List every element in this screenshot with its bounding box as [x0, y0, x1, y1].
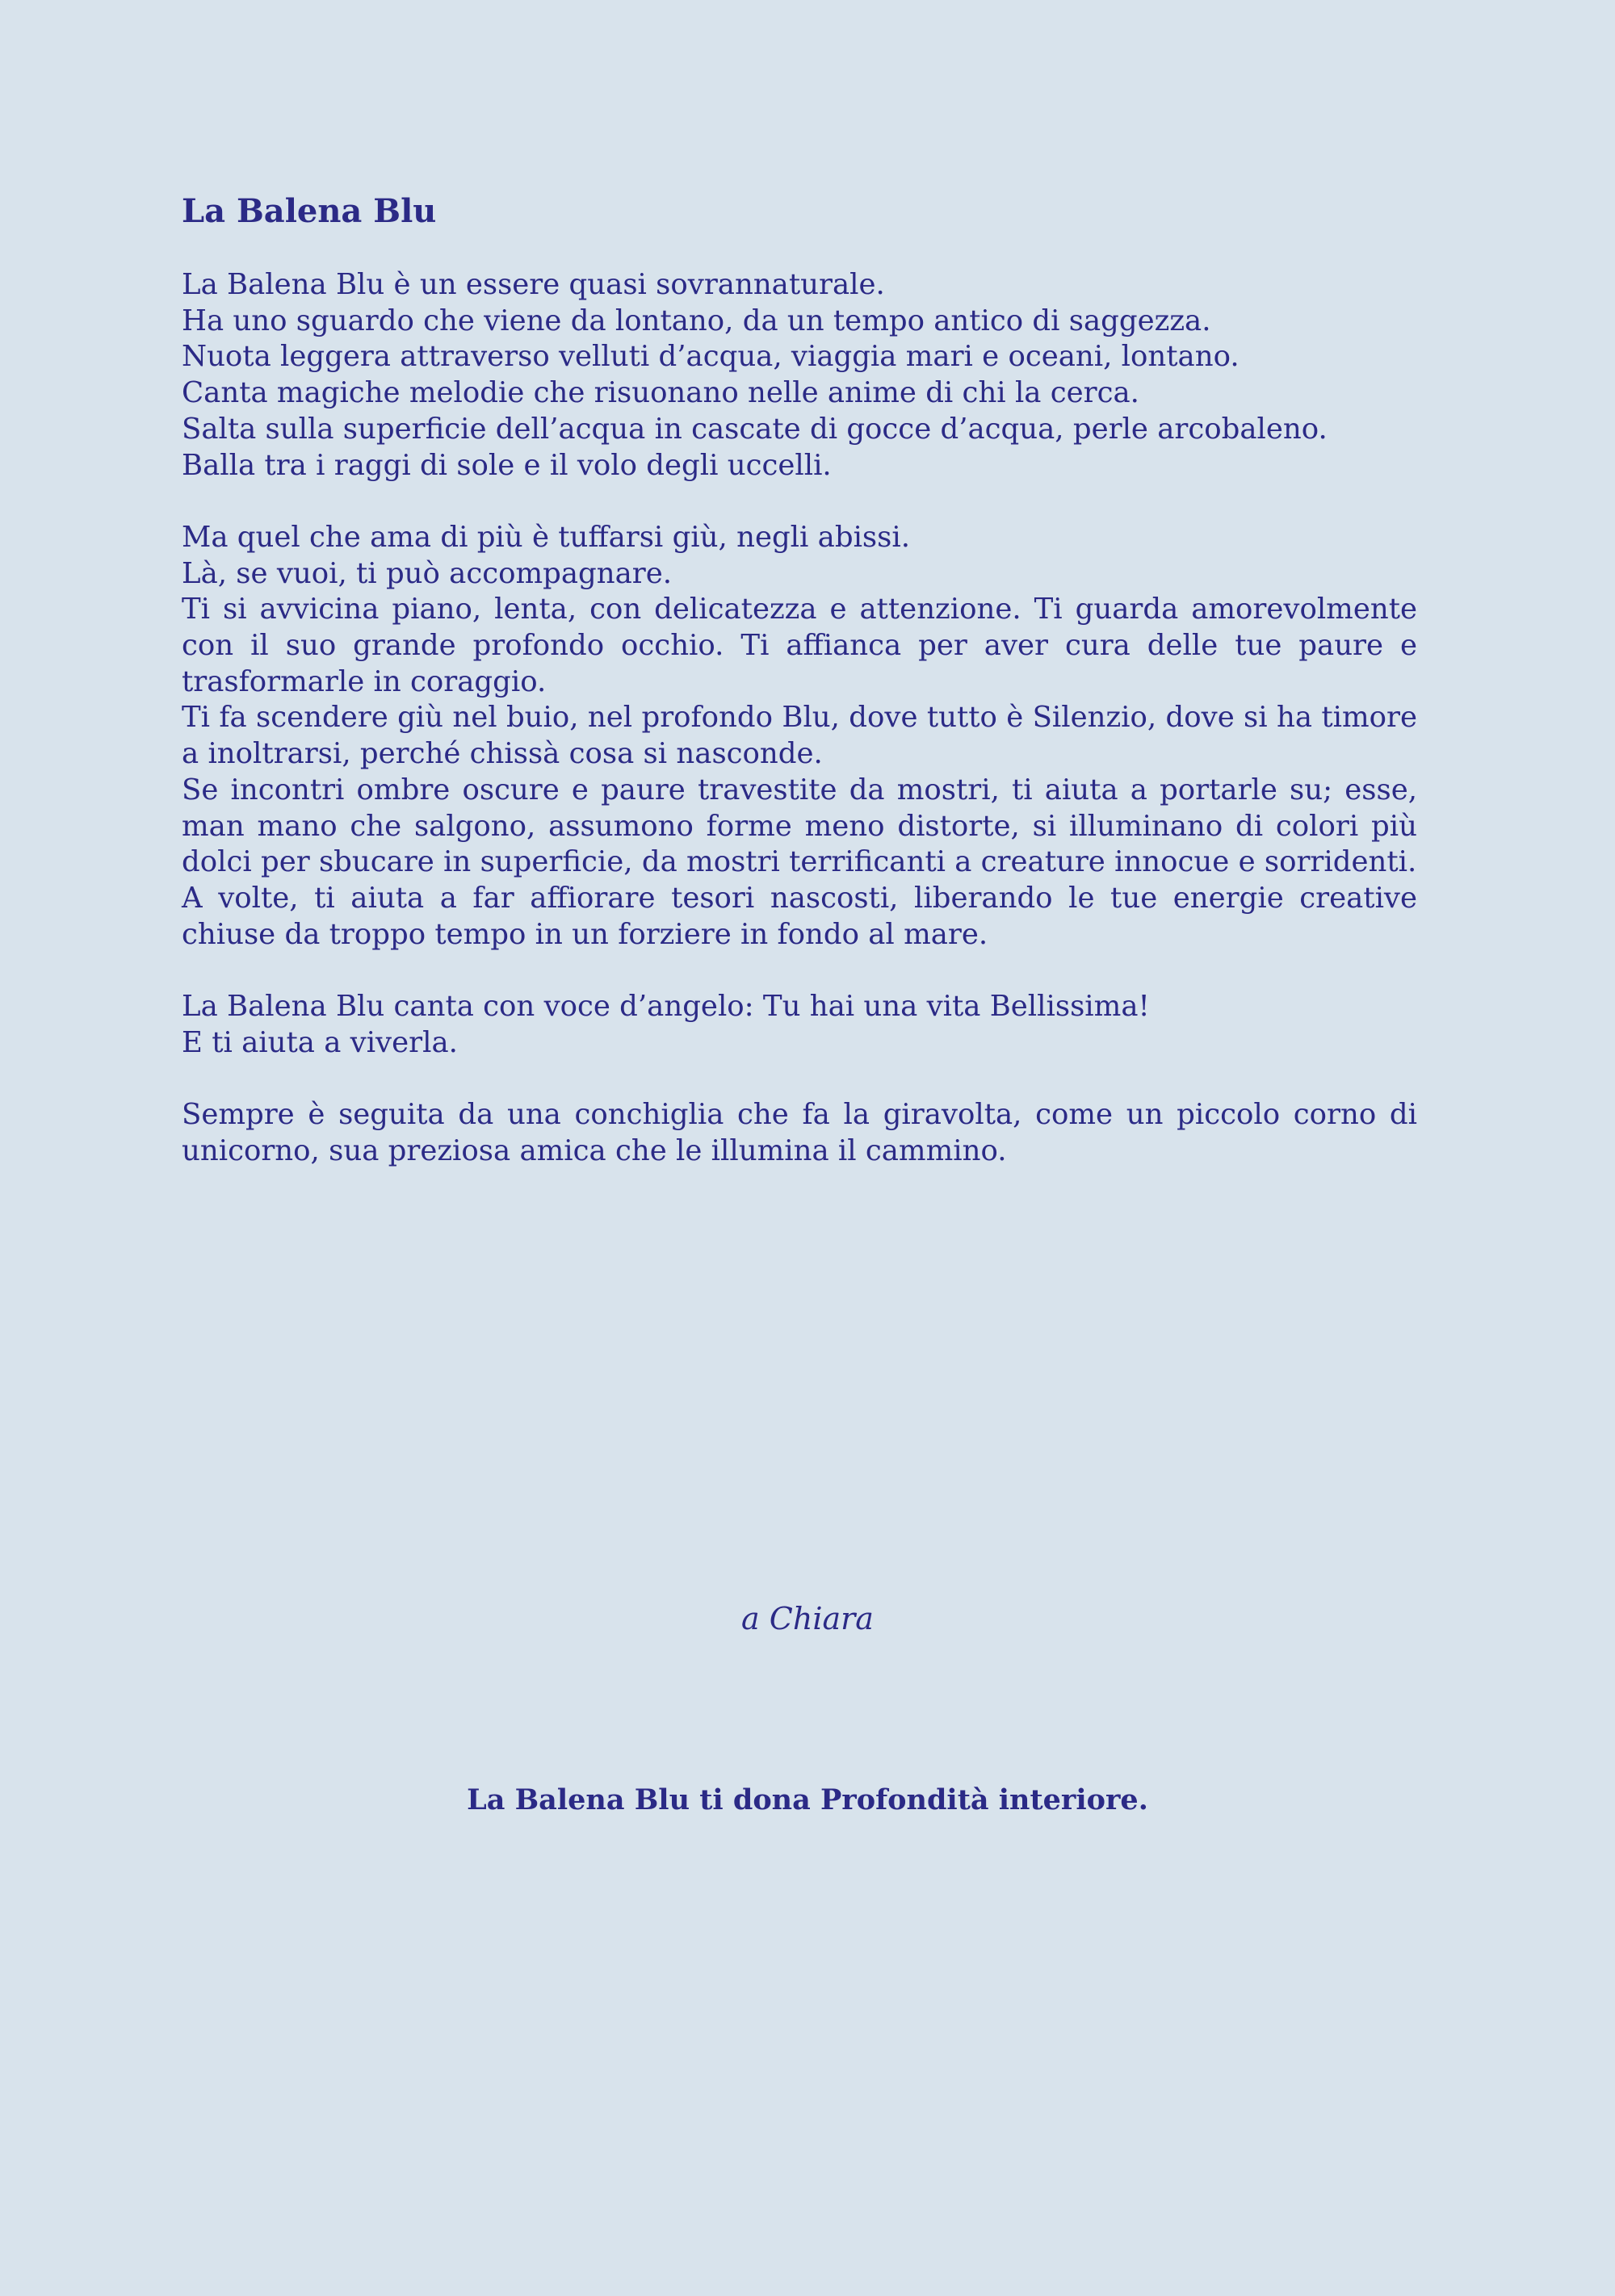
closing-line: La Balena Blu ti dona Profondità interiore. [467, 1783, 1148, 1816]
paragraph-1 [182, 267, 1417, 484]
text-line: E ti aiuta a viverla. [182, 1025, 458, 1059]
text-line: Là, se vuoi, ti può accompagnare. [182, 556, 673, 590]
text-sentence: Ti si avvicina piano, lenta, con delicatezza e attenzione. Ti guarda amorevolmente con il suo grande profondo occhio. Ti affianca per aver cura delle tue paure e trasformarle in coraggio. [182, 593, 1417, 698]
text-line: La Balena Blu è un essere quasi sovrannaturale. [182, 268, 885, 301]
text-sentence: A volte, ti aiuta a far affiorare tesori nascosti, liberando le tue energie creative chiuse da troppo tempo in un forziere in fondo al mare. [182, 881, 1417, 951]
text-line: Salta sulla superficie dell’acqua in cascate di gocce d’acqua, perle arcobaleno. [182, 412, 1328, 446]
text-line: Ha uno sguardo che viene da lontano, da un tempo antico di saggezza. [182, 304, 1211, 337]
text-sentence: Sempre è seguita da una conchiglia che fa la giravolta, come un piccolo corno di unicorno, sua preziosa amica che le illumina il cammino. [182, 1098, 1417, 1167]
text-line: Balla tra i raggi di sole e il volo degli uccelli. [182, 448, 832, 482]
text-line: Ma quel che ama di più è tuffarsi giù, negli abissi. [182, 520, 910, 554]
text-sentence: Se incontri ombre oscure e paure travestite da mostri, ti aiuta a portarle su; esse, man mano che salgono, assumono forme meno distorte, si illuminano di colori più dolci per sbucare in superficie, da mostri terrificanti a creature innocue e sorridenti. [182, 773, 1417, 879]
paragraph-3 [182, 989, 1417, 1061]
text-line: La Balena Blu canta con voce d’angelo: Tu hai una vita Bellissima! [182, 990, 1150, 1024]
page-title: La Balena Blu [182, 192, 437, 230]
paragraph-4 [182, 1097, 1417, 1169]
text-line: Nuota leggera attraverso velluti d’acqua, viaggia mari e oceani, lontano. [182, 340, 1240, 374]
paragraph-2 [182, 520, 1417, 953]
text-sentence: Ti fa scendere giù nel buio, nel profondo Blu, dove tutto è Silenzio, dove si ha timore a inoltrarsi, perché chissà cosa si nasconde. [182, 701, 1417, 771]
text-line: Canta magiche melodie che risuonano nelle anime di chi la cerca. [182, 376, 1139, 410]
dedication: a Chiara [741, 1601, 874, 1636]
poem-body [182, 267, 1417, 1205]
